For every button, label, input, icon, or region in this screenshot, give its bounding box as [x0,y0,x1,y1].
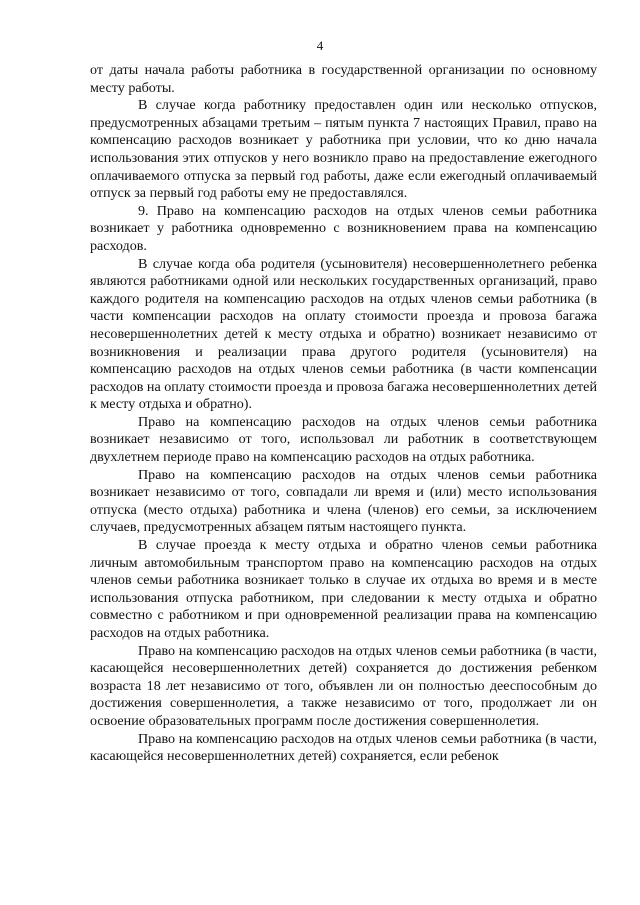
paragraph-2: В случае когда работнику предоставлен один или несколько отпусков, предусмотренных абзацами третьим – пятым пункта 7 настоящих Правил, право на компенсацию расходов возникает у работника при условии, что ко дню начала использования этих отпусков у него возникло право на предоставление ежегодного оплачиваемого отпуска за первый год работы, даже если ежегодный оплачиваемый отпуск за первый год работы ему не предоставлялся. [90,97,597,202]
paragraph-8: Право на компенсацию расходов на отдых членов семьи работника (в части, касающейся несовершеннолетних детей) сохраняется до достижения ребенком возраста 18 лет независимо от того, объявлен ли он полностью дееспособным до достижения совершеннолетия, а также независимо от того, продолжает ли он освоение образовательных программ после достижения совершеннолетия. [90,642,597,729]
paragraph-3: 9. Право на компенсацию расходов на отдых членов семьи работника возникает у работника одновременно с возникновением права на компенсацию расходов. [90,202,597,254]
paragraph-6: Право на компенсацию расходов на отдых членов семьи работника возникает независимо от того, совпадали ли время и (или) место использования отпуска (место отдыха) работника и члена (членов) его семьи, за исключением случаев, предусмотренных абзацем пятым настоящего пункта. [90,466,597,536]
paragraph-9: Право на компенсацию расходов на отдых членов семьи работника (в части, касающейся несовершеннолетних детей) сохраняется, если ребенок [90,730,597,765]
paragraph-7: В случае проезда к месту отдыха и обратно членов семьи работника личным автомобильным транспортом право на компенсацию расходов на отдых членов семьи работника возникает только в случае их отдыха во время и в месте использования отпуска работником, при следовании к месту отдыха и обратно совместно с работником и при одновременной реализации права на компенсацию расходов на отдых работника. [90,537,597,641]
paragraph-1: от даты начала работы работника в государственной организации по основному месту работы. [90,62,597,96]
paragraph-4: В случае когда оба родителя (усыновителя) несовершеннолетнего ребенка являются работниками одной или нескольких государственных организаций, право каждого родителя на компенсацию расходов на отдых членов семьи работника (в части компенсации расходов на оплату стоимости проезда и провоза багажа несовершеннолетних детей к месту отдыха и обратно) возникает независимо от возникновения и реализации права другого родителя (усыновителя) на компенсацию расходов на отдых членов семьи работника (в части компенсации расходов на оплату стоимости проезда и провоза багажа несовершеннолетних детей к месту отдыха и обратно). [90,255,597,413]
paragraph-5: Право на компенсацию расходов на отдых членов семьи работника возникает независимо от того, использовал ли работник в соответствующем двухлетнем периоде право на компенсацию расходов на отдых работника. [90,413,597,466]
document-body [90,62,597,766]
page-number: 4 [316,38,324,53]
